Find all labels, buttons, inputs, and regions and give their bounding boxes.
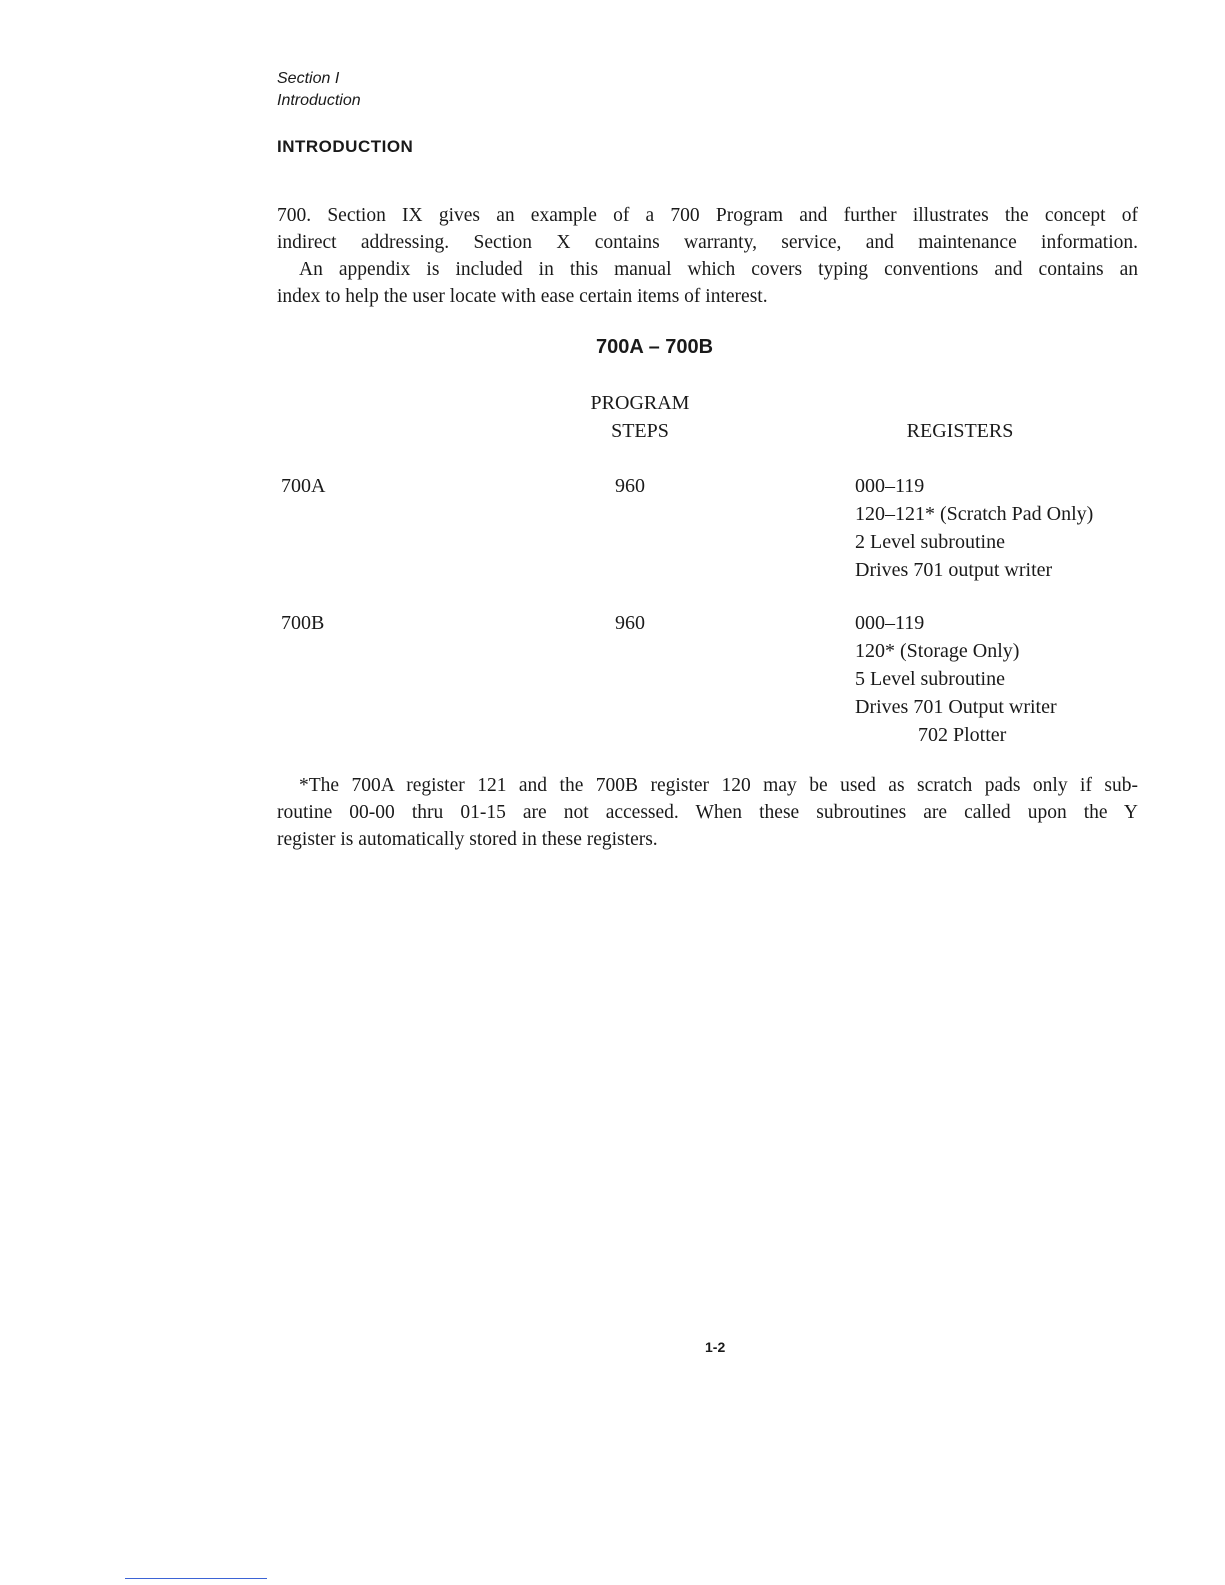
register-line: 120–121* (Scratch Pad Only) bbox=[855, 503, 1094, 525]
table-row-700b-registers bbox=[855, 609, 1057, 749]
register-line: 5 Level subroutine bbox=[855, 668, 1005, 690]
section-heading: INTRODUCTION bbox=[277, 137, 414, 156]
register-line: 000–119 bbox=[855, 475, 925, 497]
register-line: Drives 701 Output writer bbox=[855, 696, 1057, 718]
register-line: 2 Level subroutine bbox=[855, 531, 1005, 553]
paragraph-line: indirect addressing. Section X contains warranty, service, and maintenance information. bbox=[277, 232, 1138, 253]
register-line: 702 Plotter bbox=[918, 724, 1007, 746]
running-head bbox=[277, 68, 361, 112]
table-row-700a-model: 700A bbox=[281, 475, 326, 497]
table-row-700a-registers bbox=[855, 472, 1093, 584]
paragraph-line: 700. Section IX gives an example of a 700 Program and further illustrates the concept of bbox=[277, 205, 1138, 226]
table-row-700a-steps: 960 bbox=[615, 475, 645, 497]
intro-paragraph bbox=[277, 202, 1138, 310]
footnote-line: register is automatically stored in these registers. bbox=[277, 829, 658, 850]
paragraph-line: An appendix is included in this manual which covers typing conventions and contains an bbox=[299, 259, 1138, 280]
bottom-rule-divider bbox=[125, 1578, 267, 1579]
page-number: 1-2 bbox=[705, 1339, 726, 1355]
paragraph-line: index to help the user locate with ease certain items of interest. bbox=[277, 286, 768, 307]
running-head-section: Section I bbox=[277, 70, 340, 87]
table-row-700b-steps: 960 bbox=[615, 612, 645, 634]
column-header-program-steps bbox=[560, 389, 720, 445]
register-line: 000–119 bbox=[855, 612, 925, 634]
footnote-line: routine 00-00 thru 01-15 are not accessed. When these subroutines are called upon the Y bbox=[277, 802, 1138, 823]
register-line: 120* (Storage Only) bbox=[855, 640, 1020, 662]
register-line: Drives 701 output writer bbox=[855, 559, 1053, 581]
column-header-registers: REGISTERS bbox=[906, 420, 1014, 442]
column-header-line: STEPS bbox=[611, 420, 669, 442]
footnote bbox=[277, 772, 1138, 853]
table-title: 700A – 700B bbox=[596, 336, 714, 358]
running-head-chapter: Introduction bbox=[277, 92, 361, 109]
table-row-700b-model: 700B bbox=[281, 612, 325, 634]
footnote-line: *The 700A register 121 and the 700B register 120 may be used as scratch pads only if sub- bbox=[299, 775, 1138, 796]
column-header-line: PROGRAM bbox=[590, 392, 690, 414]
